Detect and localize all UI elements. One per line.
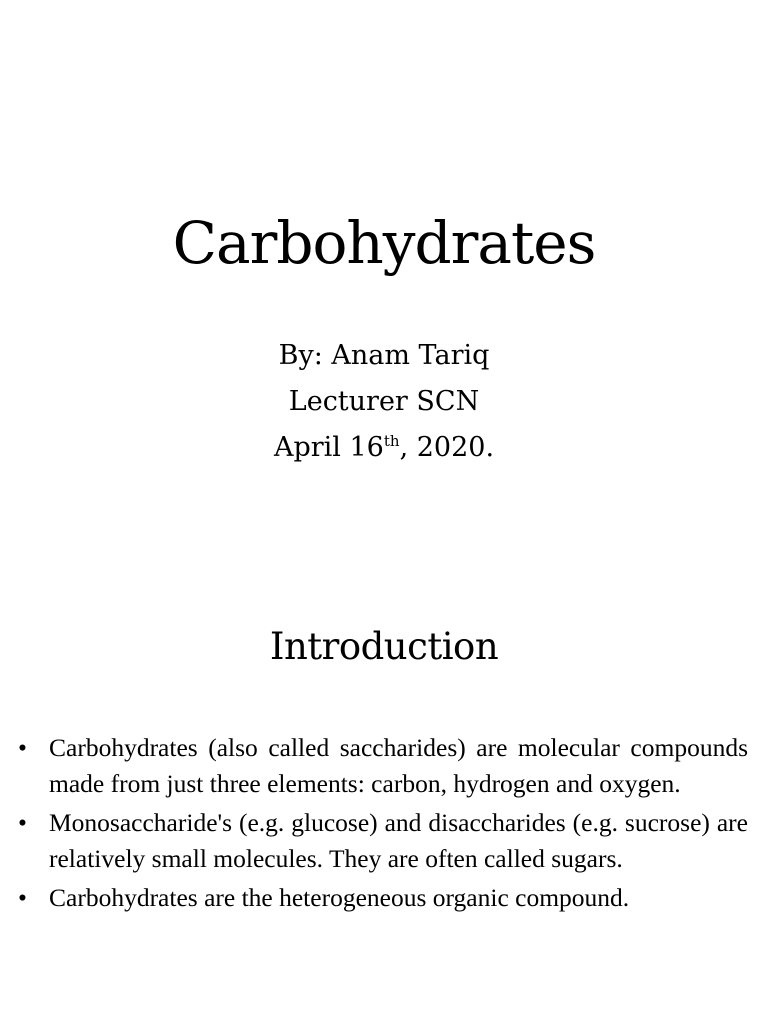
date-suffix: , 2020. — [399, 432, 495, 463]
bullet-icon: • — [18, 733, 27, 762]
position-line: Lecturer SCN — [288, 386, 480, 417]
list-item — [18, 880, 748, 916]
date-line — [0, 425, 768, 471]
bullet-text: Carbohydrates are the heterogeneous organic compound. — [49, 883, 630, 912]
date-prefix: April 16 — [273, 432, 384, 463]
bullet-text: Monosaccharide's (e.g. glucose) and disaccharides (e.g. sucrose) are relatively small molecules. They are often called sugars. — [49, 808, 748, 873]
bullet-text: Carbohydrates (also called saccharides) are molecular compounds made from just three elements: carbon, hydrogen and oxygen. — [49, 733, 748, 798]
bullet-icon: • — [18, 883, 27, 912]
introduction-slide — [0, 512, 768, 1024]
list-item — [18, 805, 748, 876]
list-item — [18, 730, 748, 801]
bullet-icon: • — [18, 808, 27, 837]
bullet-list — [18, 730, 748, 920]
section-heading: Introduction — [269, 625, 499, 668]
date-superscript: th — [383, 432, 400, 450]
slide-title: Carbohydrates — [172, 209, 596, 277]
byline-block — [0, 333, 768, 471]
author-line: By: Anam Tariq — [278, 340, 490, 371]
